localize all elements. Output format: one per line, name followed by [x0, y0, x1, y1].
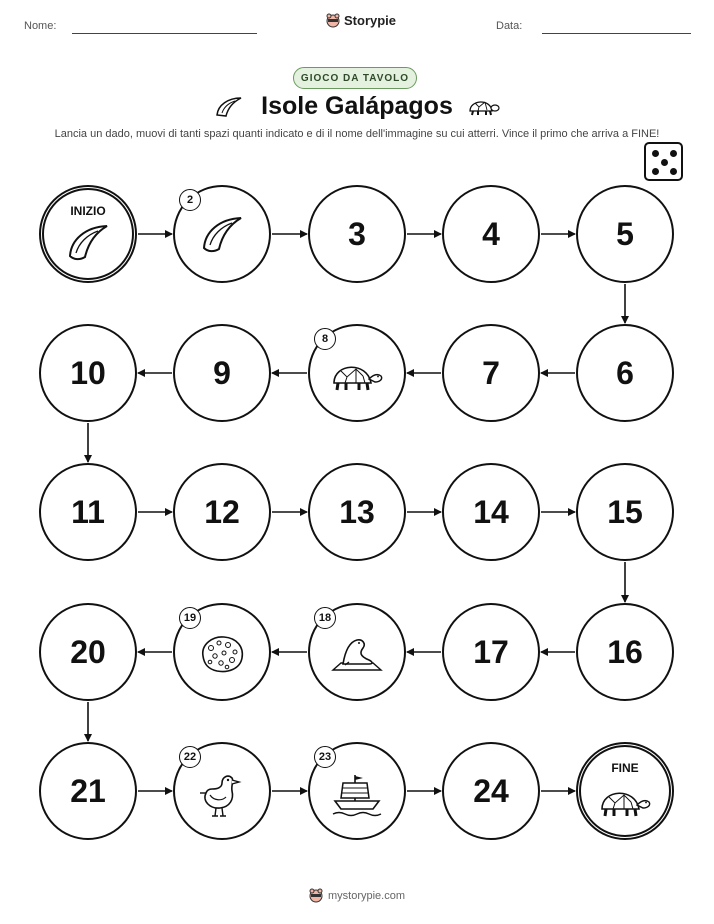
space-number-tag: 2 — [179, 189, 201, 211]
space-number: 17 — [473, 633, 509, 670]
claw-icon — [44, 198, 132, 286]
board-space[interactable] — [442, 324, 540, 422]
board-space[interactable] — [39, 603, 137, 701]
board-space[interactable] — [173, 185, 271, 283]
footer-url[interactable]: mystorypie.com — [327, 889, 406, 902]
space-number: 11 — [71, 493, 105, 530]
board-space[interactable] — [39, 324, 137, 422]
category-badge: GIOCO DA TAVOLO — [293, 67, 417, 89]
space-number: 13 — [339, 493, 375, 530]
start-label: INIZIO — [70, 204, 106, 218]
space-number: 14 — [473, 493, 509, 530]
footer — [0, 888, 714, 903]
board-space[interactable] — [173, 463, 271, 561]
board-space[interactable] — [308, 463, 406, 561]
board-space[interactable] — [173, 324, 271, 422]
board-space[interactable] — [442, 185, 540, 283]
storypie-mascot-icon — [309, 888, 323, 903]
space-number-tag: 23 — [314, 746, 336, 768]
space-number: 10 — [70, 354, 106, 391]
board-space[interactable] — [576, 463, 674, 561]
page-title: Isole Galápagos — [261, 92, 453, 120]
board-space[interactable] — [576, 185, 674, 283]
space-number: 6 — [616, 354, 634, 391]
brand-name: Storypie — [344, 13, 397, 28]
name-label: Nome: — [24, 20, 57, 32]
start-space[interactable] — [39, 185, 137, 283]
board-space[interactable] — [308, 185, 406, 283]
space-number-tag: 8 — [314, 328, 336, 350]
board-space[interactable] — [173, 742, 271, 840]
space-number: 12 — [204, 493, 240, 530]
finish-space[interactable] — [576, 742, 674, 840]
board-space[interactable] — [308, 742, 406, 840]
board-space[interactable] — [442, 603, 540, 701]
space-number: 9 — [213, 354, 231, 391]
board-space[interactable] — [308, 603, 406, 701]
space-number: 4 — [482, 215, 500, 252]
space-number-tag: 19 — [179, 607, 201, 629]
space-number: 15 — [607, 493, 643, 530]
space-number: 3 — [348, 215, 366, 252]
space-number: 20 — [70, 633, 106, 670]
instructions: Lancia un dado, muovi di tanti spazi quanti indicato e di il nome dell'immagine su cui atterri. Vince il primo che arriva a FINE! — [54, 128, 660, 140]
board-space[interactable] — [442, 463, 540, 561]
space-number-tag: 22 — [179, 746, 201, 768]
space-number: 24 — [473, 772, 509, 809]
board-space[interactable] — [576, 603, 674, 701]
board-space[interactable] — [442, 742, 540, 840]
space-number: 21 — [70, 772, 106, 809]
board-space[interactable] — [576, 324, 674, 422]
board-space[interactable] — [308, 324, 406, 422]
space-number: 7 — [482, 354, 500, 391]
space-number: 5 — [616, 215, 634, 252]
date-label: Data: — [496, 20, 523, 32]
space-number-tag: 18 — [314, 607, 336, 629]
space-number: 16 — [607, 633, 643, 670]
board-space[interactable] — [39, 463, 137, 561]
board-space[interactable] — [173, 603, 271, 701]
board-space[interactable] — [39, 742, 137, 840]
tortoise-icon — [581, 755, 669, 843]
finish-label: FINE — [611, 761, 639, 775]
